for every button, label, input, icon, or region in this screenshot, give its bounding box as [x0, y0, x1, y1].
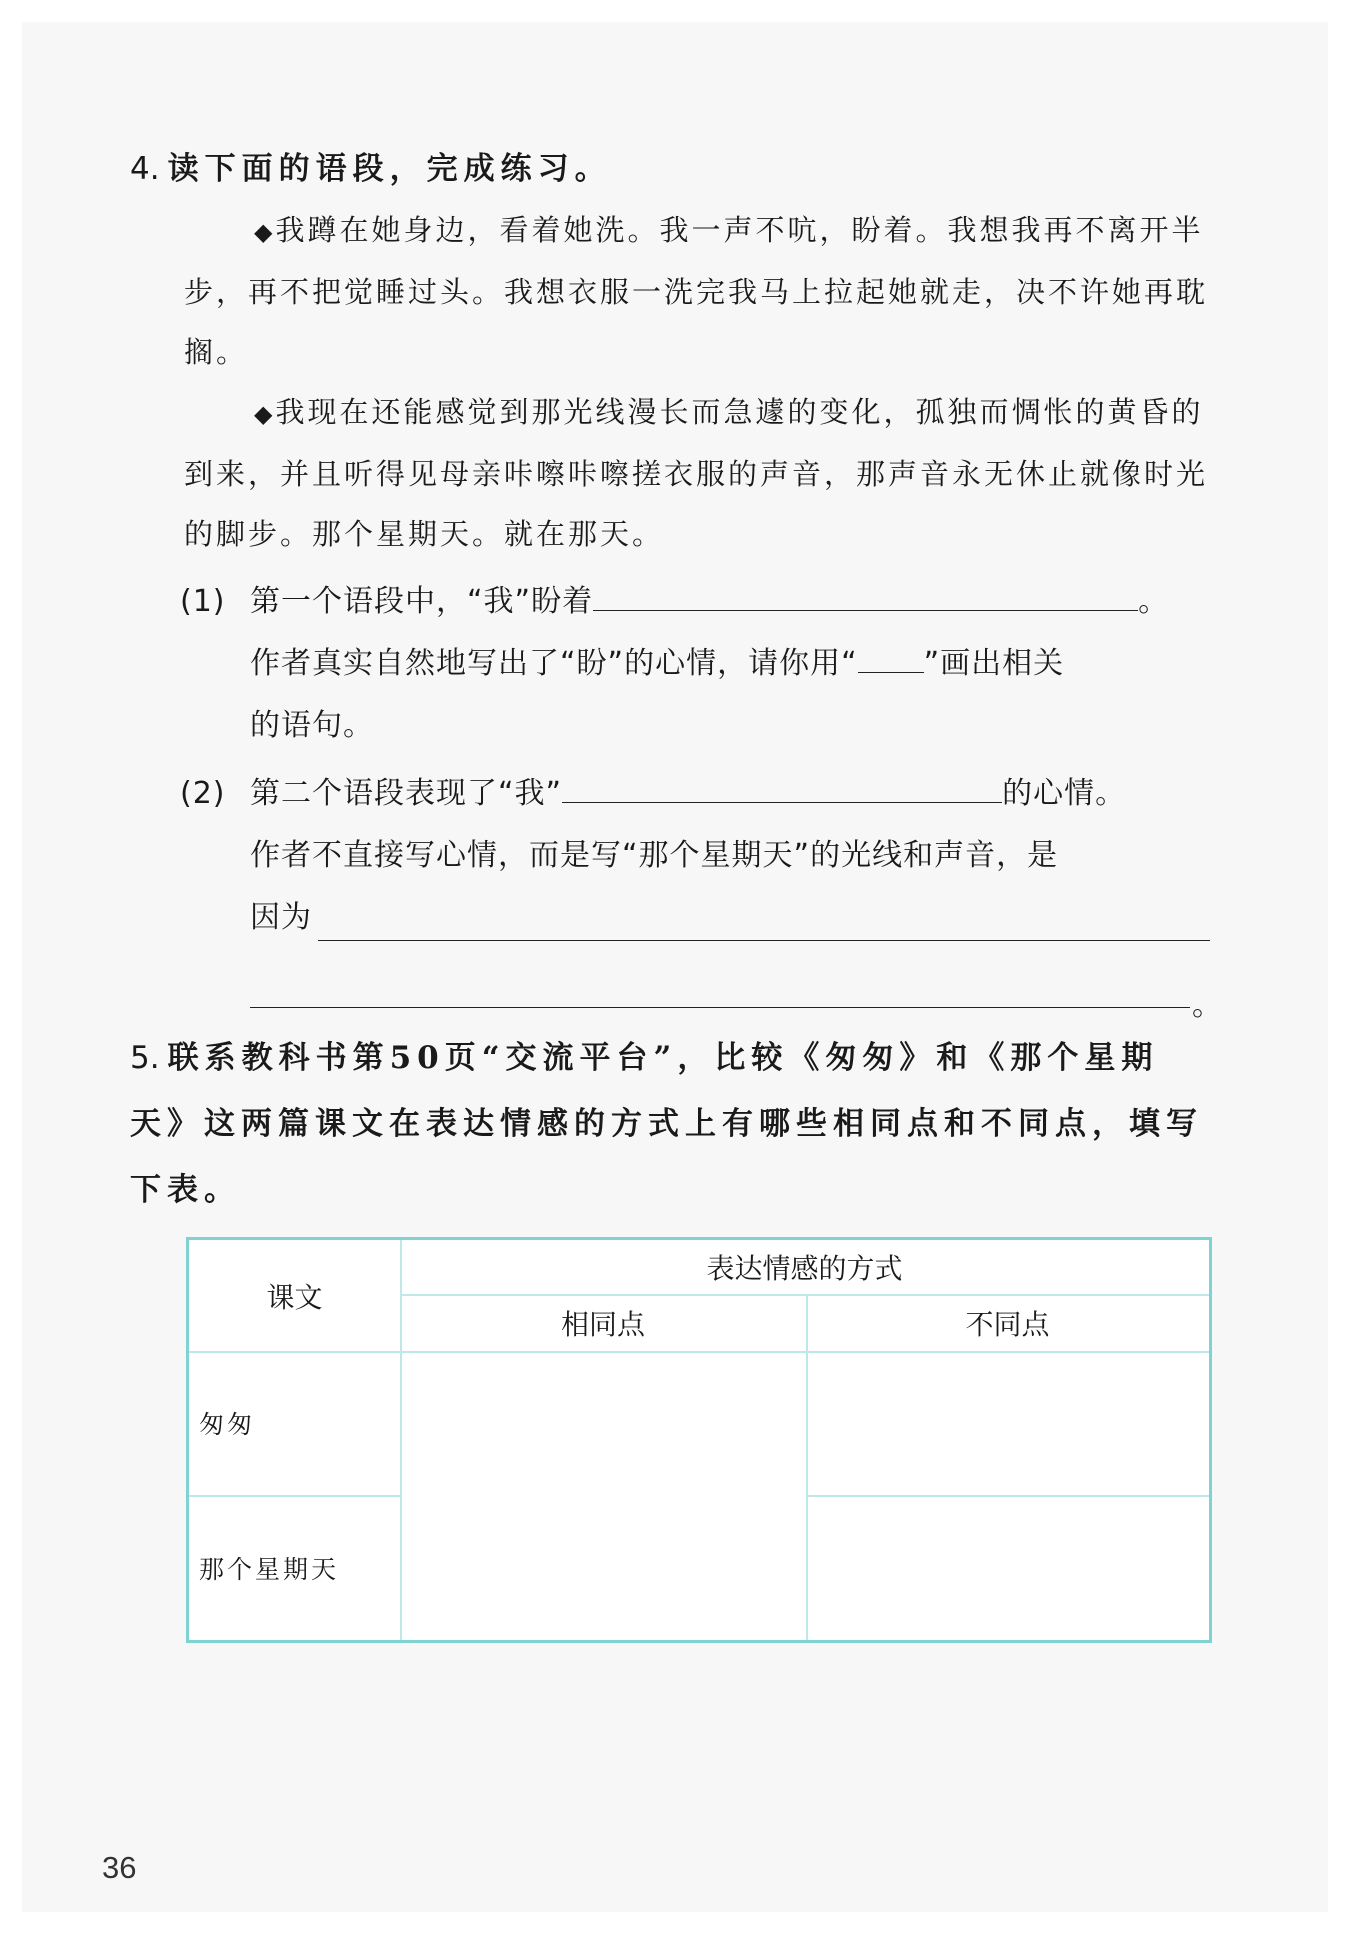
question-4-text: 读下面的语段，完成练习。	[167, 151, 612, 187]
answer-blank-2[interactable]	[562, 801, 1002, 803]
passage-1	[184, 200, 1214, 382]
answer-line-3[interactable]	[318, 940, 1210, 941]
diamond-bullet-icon: ◆	[254, 218, 276, 246]
table-cell-diff-2[interactable]	[806, 1495, 1209, 1640]
question-4-number: 4.	[130, 151, 160, 187]
question-5-number: 5.	[130, 1040, 160, 1076]
table-cell-same[interactable]	[400, 1351, 806, 1640]
table-cell-diff-1[interactable]	[806, 1351, 1209, 1495]
sub-question-1	[180, 571, 1220, 757]
sub-question-1-line3: 的语句。	[250, 708, 374, 743]
sub-question-1-number: (1)	[180, 584, 226, 619]
answer-blank-1[interactable]	[593, 609, 1138, 611]
question-5-title	[130, 1025, 1210, 1223]
sub-question-2	[180, 763, 1220, 949]
table-header-diff: 不同点	[965, 1307, 1050, 1341]
page-number: 36	[102, 1850, 137, 1885]
table-row-label: 那个星期天	[199, 1554, 340, 1584]
sub-question-1-period: 。	[1138, 584, 1170, 619]
sub-question-2-line1a: 第二个语段表现了“我”	[250, 776, 563, 811]
answer-line-4[interactable]	[250, 1007, 1190, 1008]
underline-sample-mark	[858, 671, 924, 673]
table-row-label: 匆匆	[199, 1410, 256, 1439]
sub-question-1-line2b: ”画出相关	[923, 646, 1065, 681]
comparison-table	[186, 1237, 1212, 1643]
question-4-title	[130, 143, 612, 188]
answer-line-4-period: 。	[1192, 988, 1223, 1023]
sub-question-2-line3: 因为	[250, 900, 312, 935]
sub-question-2-number: (2)	[180, 776, 226, 811]
question-5-text: 联系教科书第50页“交流平台”，比较《匆匆》和《那个星期天》这两篇课文在表达情感的方式上有哪些相同点和不同点，填写下表。	[130, 1040, 1203, 1208]
diamond-bullet-icon: ◆	[254, 400, 276, 428]
table-header-text: 课文	[266, 1280, 323, 1314]
sub-question-2-line1b: 的心情。	[1002, 776, 1127, 811]
sub-question-2-line2: 作者不直接写心情，而是写“那个星期天”的光线和声音，是	[250, 838, 1059, 873]
table-header-method: 表达情感的方式	[706, 1252, 903, 1285]
passage-2	[184, 382, 1214, 564]
passage-1-text: 我蹲在她身边，看着她洗。我一声不吭，盼着。我想我再不离开半步，再不把觉睡过头。我想衣服一洗完我马上拉起她就走，决不许她再耽搁。	[184, 213, 1209, 369]
passage-2-text: 我现在还能感觉到那光线漫长而急遽的变化，孤独而惆怅的黄昏的到来，并且听得见母亲咔嚓咔嚓搓衣服的声音，那声音永无休止就像时光的脚步。那个星期天。就在那天。	[184, 395, 1209, 551]
table-header-same: 相同点	[560, 1307, 645, 1341]
sub-question-1-line2a: 作者真实自然地写出了“盼”的心情，请你用“	[250, 646, 858, 681]
sub-question-1-line1: 第一个语段中，“我”盼着	[250, 584, 594, 619]
